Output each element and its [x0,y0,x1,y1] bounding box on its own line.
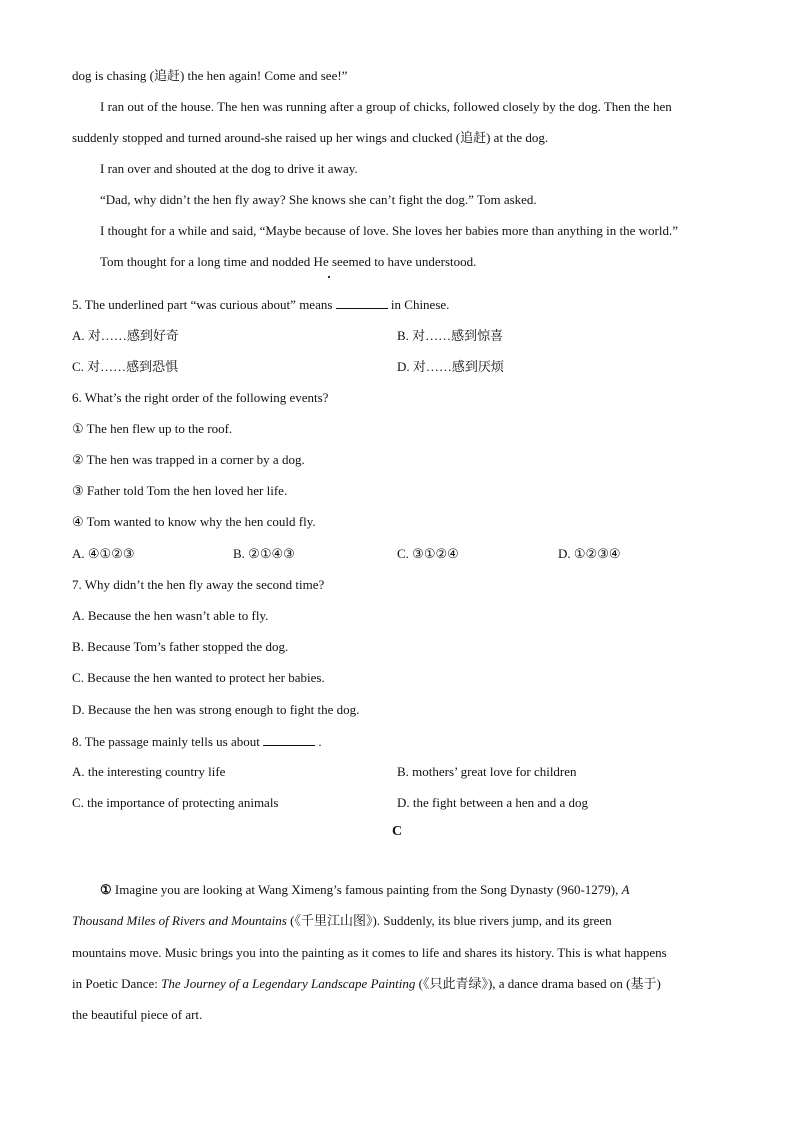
option-c[interactable]: C. ③①②④ [397,546,459,561]
option-c[interactable]: C. 对……感到恐惧 [72,359,179,374]
option-c[interactable]: C. the importance of protecting animals [72,795,279,810]
passage-line: “Dad, why didn’t the hen fly away? She knows she can’t fight the dog.” Tom asked. [100,192,537,207]
event-item: ④ Tom wanted to know why the hen could fly. [72,514,316,529]
passage-line: the beautiful piece of art. [72,1007,203,1022]
option-b[interactable]: B. mothers’ great love for children [397,764,577,779]
event-item: ③ Father told Tom the hen loved her life. [72,483,288,498]
title-italic: A [621,882,630,897]
option-b[interactable]: B. 对……感到惊喜 [397,328,504,343]
answer-blank[interactable] [336,296,388,309]
title-italic: Thousand Miles of Rivers and Mountains [72,913,287,928]
passage-line: I ran out of the house. The hen was running after a group of chicks, followed closely by the dog. Then the hen [100,99,672,114]
question-stem [72,296,449,313]
option-c[interactable]: C. Because the hen wanted to protect her babies. [72,670,325,685]
question-stem: 6. What’s the right order of the following events? [72,390,329,405]
text: in Poetic Dance: [72,976,162,991]
section-heading: C [391,824,403,839]
option-a[interactable]: A. ④①②③ [72,546,135,561]
passage-line: suddenly stopped and turned around-she raised up her wings and clucked (追赶) at the dog. [72,130,549,145]
option-b[interactable]: B. ②①④③ [233,546,295,561]
stem-text: 8. The passage mainly tells us about [72,734,260,749]
passage-line: I thought for a while and said, “Maybe because of love. She loves her babies more than anything in the world.” [100,223,678,238]
passage-line: mountains move. Music brings you into the painting as it comes to life and shares its history. This is what happens [72,945,667,960]
stem-text: in Chinese. [390,297,450,312]
option-a[interactable]: A. Because the hen wasn’t able to fly. [72,608,269,623]
passage-line [100,882,630,898]
passage-line: dog is chasing (追赶) the hen again! Come and see!” [72,68,348,83]
title-italic: The Journey of a Legendary Landscape Painting [161,976,416,991]
option-d[interactable]: D. the fight between a hen and a dog [397,795,588,810]
question-stem: 7. Why didn’t the hen fly away the second time? [72,577,325,592]
text: (《只此青绿》), a dance drama based on (基于) [415,976,661,991]
question-stem [72,733,322,750]
option-b[interactable]: B. Because Tom’s father stopped the dog. [72,639,289,654]
event-item: ① The hen flew up to the roof. [72,421,233,436]
option-a[interactable]: A. the interesting country life [72,764,226,779]
option-d[interactable]: D. ①②③④ [558,546,621,561]
answer-blank[interactable] [263,733,315,746]
option-d[interactable]: D. 对……感到厌烦 [397,359,504,374]
passage-line [72,976,661,992]
passage-line: Tom thought for a long time and nodded He seemed to have understood. [100,254,477,269]
text: (《千里江山图》). Suddenly, its blue rivers jump, and its green [286,913,612,928]
event-item: ② The hen was trapped in a corner by a dog. [72,452,305,467]
passage-line: I ran over and shouted at the dog to drive it away. [100,161,358,176]
passage-line [72,913,612,929]
option-a[interactable]: A. 对……感到好奇 [72,328,179,343]
option-d[interactable]: D. Because the hen was strong enough to fight the dog. [72,702,360,717]
stray-dot [328,276,330,278]
text: Imagine you are looking at Wang Ximeng’s famous painting from the Song Dynasty (960-1279), [111,882,622,897]
stem-text: 5. The underlined part “was curious about” means [72,297,333,312]
stem-text: . [318,734,322,749]
paragraph-marker: ① [100,882,112,897]
